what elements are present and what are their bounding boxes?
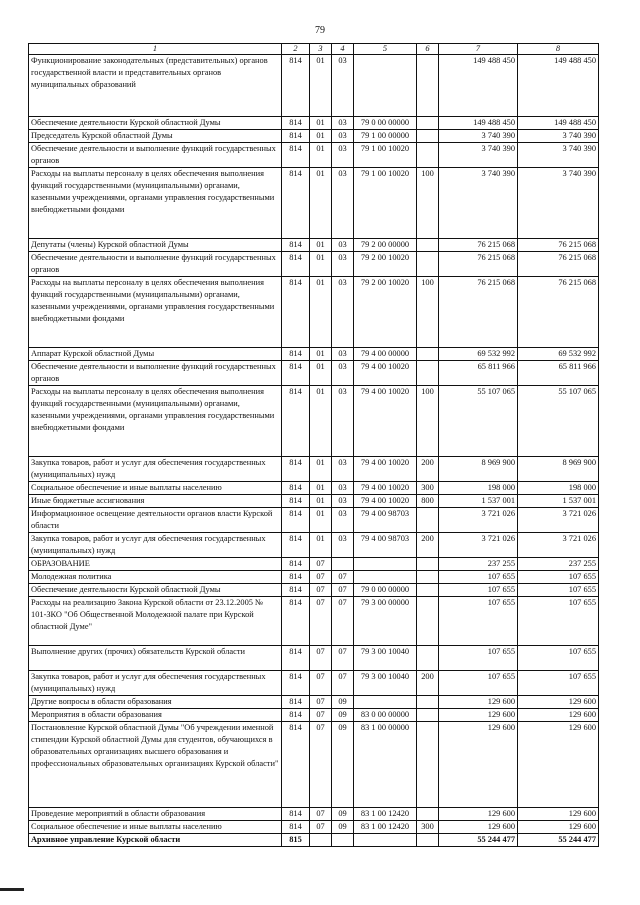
amount-1-cell: 129 600 <box>439 722 518 808</box>
row-name-cell: Функционирование законодательных (представительных) органов государственной власти и представительных органов муниципальных образований <box>29 55 282 117</box>
expense-type-cell: 300 <box>417 482 439 495</box>
ministry-code-cell: 814 <box>282 821 310 834</box>
ministry-code-cell: 814 <box>282 361 310 386</box>
header-cell: 2 <box>282 44 310 55</box>
section-code-cell: 07 <box>310 671 332 696</box>
section-code-cell: 01 <box>310 239 332 252</box>
target-article-cell: 79 2 00 00000 <box>354 239 417 252</box>
table-row <box>29 482 599 495</box>
subsection-code-cell <box>332 834 354 847</box>
amount-2-cell: 3 740 390 <box>518 168 599 239</box>
target-article-cell: 79 4 00 10020 <box>354 386 417 457</box>
amount-2-cell: 107 655 <box>518 571 599 584</box>
section-code-cell: 01 <box>310 533 332 558</box>
row-name-cell: Постановление Курской областной Думы "Об учреждении именной стипендии Курской областной Думы для студентов, обучающихся в образовательных организациях высшего образования и профессиональных образовательных организациях Курской области" <box>29 722 282 808</box>
row-name-cell: Обеспечение деятельности и выполнение функций государственных органов <box>29 143 282 168</box>
ministry-code-cell: 814 <box>282 130 310 143</box>
row-name-cell: Депутаты (члены) Курской областной Думы <box>29 239 282 252</box>
subsection-code-cell: 03 <box>332 457 354 482</box>
subsection-code-cell: 03 <box>332 361 354 386</box>
subsection-code-cell: 03 <box>332 55 354 117</box>
target-article-cell: 79 1 00 00000 <box>354 130 417 143</box>
expense-type-cell <box>417 808 439 821</box>
row-name-cell: Социальное обеспечение и иные выплаты населению <box>29 482 282 495</box>
ministry-code-cell: 814 <box>282 239 310 252</box>
table-row <box>29 55 599 117</box>
amount-2-cell: 107 655 <box>518 597 599 646</box>
ministry-code-cell: 814 <box>282 584 310 597</box>
table-row <box>29 495 599 508</box>
table-row <box>29 671 599 696</box>
expense-type-cell <box>417 597 439 646</box>
amount-2-cell: 76 215 068 <box>518 277 599 348</box>
expense-type-cell <box>417 239 439 252</box>
target-article-cell: 79 0 00 00000 <box>354 117 417 130</box>
section-code-cell: 07 <box>310 571 332 584</box>
target-article-cell: 83 1 00 00000 <box>354 722 417 808</box>
expense-type-cell: 100 <box>417 277 439 348</box>
section-code-cell: 01 <box>310 168 332 239</box>
subsection-code-cell: 07 <box>332 646 354 671</box>
target-article-cell <box>354 571 417 584</box>
row-name-cell: Обеспечение деятельности Курской областной Думы <box>29 117 282 130</box>
expense-type-cell: 200 <box>417 457 439 482</box>
budget-table <box>28 43 599 847</box>
table-row <box>29 722 599 808</box>
amount-1-cell: 107 655 <box>439 597 518 646</box>
subsection-code-cell: 03 <box>332 482 354 495</box>
section-code-cell: 07 <box>310 597 332 646</box>
amount-1-cell: 129 600 <box>439 821 518 834</box>
section-code-cell: 07 <box>310 558 332 571</box>
subsection-code-cell: 09 <box>332 722 354 808</box>
table-row <box>29 584 599 597</box>
table-row <box>29 696 599 709</box>
expense-type-cell <box>417 834 439 847</box>
subsection-code-cell: 09 <box>332 821 354 834</box>
table-row <box>29 252 599 277</box>
target-article-cell: 79 4 00 10020 <box>354 495 417 508</box>
table-row <box>29 239 599 252</box>
expense-type-cell <box>417 508 439 533</box>
amount-2-cell: 69 532 992 <box>518 348 599 361</box>
row-name-cell: Обеспечение деятельности и выполнение функций государственных органов <box>29 252 282 277</box>
amount-1-cell: 55 107 065 <box>439 386 518 457</box>
header-cell: 4 <box>332 44 354 55</box>
expense-type-cell <box>417 55 439 117</box>
header-cell: 6 <box>417 44 439 55</box>
table-row <box>29 130 599 143</box>
ministry-code-cell: 814 <box>282 722 310 808</box>
expense-type-cell <box>417 558 439 571</box>
amount-2-cell: 129 600 <box>518 821 599 834</box>
row-name-cell: Молодежная политика <box>29 571 282 584</box>
section-code-cell: 07 <box>310 646 332 671</box>
table-row <box>29 808 599 821</box>
ministry-code-cell: 814 <box>282 558 310 571</box>
expense-type-cell <box>417 143 439 168</box>
subsection-code-cell: 03 <box>332 386 354 457</box>
amount-2-cell: 149 488 450 <box>518 117 599 130</box>
subsection-code-cell: 09 <box>332 696 354 709</box>
ministry-code-cell: 814 <box>282 386 310 457</box>
amount-1-cell: 55 244 477 <box>439 834 518 847</box>
subsection-code-cell: 09 <box>332 808 354 821</box>
expense-type-cell <box>417 696 439 709</box>
table-row <box>29 571 599 584</box>
subsection-code-cell: 03 <box>332 277 354 348</box>
amount-1-cell: 107 655 <box>439 571 518 584</box>
page-number: 79 <box>315 25 325 36</box>
amount-1-cell: 3 721 026 <box>439 508 518 533</box>
ministry-code-cell: 814 <box>282 55 310 117</box>
row-name-cell: Обеспечение деятельности и выполнение функций государственных органов <box>29 361 282 386</box>
amount-1-cell: 76 215 068 <box>439 239 518 252</box>
amount-2-cell: 3 740 390 <box>518 143 599 168</box>
row-name-cell: Закупка товаров, работ и услуг для обеспечения государственных (муниципальных) нужд <box>29 457 282 482</box>
table-row <box>29 386 599 457</box>
expense-type-cell <box>417 252 439 277</box>
amount-1-cell: 129 600 <box>439 696 518 709</box>
ministry-code-cell: 814 <box>282 143 310 168</box>
ministry-code-cell: 814 <box>282 348 310 361</box>
ministry-code-cell: 814 <box>282 671 310 696</box>
row-name-cell: Расходы на реализацию Закона Курской области от 23.12.2005 № 101-ЗКО "Об Общественной Молодежной палате при Курской областной Думе" <box>29 597 282 646</box>
expense-type-cell <box>417 584 439 597</box>
amount-1-cell: 76 215 068 <box>439 252 518 277</box>
table-row <box>29 821 599 834</box>
expense-type-cell <box>417 130 439 143</box>
amount-2-cell: 3 721 026 <box>518 533 599 558</box>
amount-2-cell: 129 600 <box>518 808 599 821</box>
ministry-code-cell: 814 <box>282 252 310 277</box>
section-code-cell: 01 <box>310 495 332 508</box>
amount-1-cell: 76 215 068 <box>439 277 518 348</box>
amount-1-cell: 1 537 001 <box>439 495 518 508</box>
target-article-cell: 79 4 00 98703 <box>354 533 417 558</box>
amount-1-cell: 149 488 450 <box>439 117 518 130</box>
amount-2-cell: 149 488 450 <box>518 55 599 117</box>
section-code-cell: 07 <box>310 808 332 821</box>
amount-2-cell: 76 215 068 <box>518 239 599 252</box>
header-row <box>29 44 599 55</box>
ministry-code-cell: 814 <box>282 646 310 671</box>
amount-1-cell: 69 532 992 <box>439 348 518 361</box>
subsection-code-cell: 03 <box>332 533 354 558</box>
row-name-cell: Расходы на выплаты персоналу в целях обеспечения выполнения функций государственными (муниципальными) органами, казенными учреждениями, органами управления государственными внебюджетными фондами <box>29 277 282 348</box>
table-row <box>29 143 599 168</box>
row-name-cell: Закупка товаров, работ и услуг для обеспечения государственных (муниципальных) нужд <box>29 533 282 558</box>
expense-type-cell <box>417 348 439 361</box>
section-code-cell: 01 <box>310 348 332 361</box>
section-code-cell <box>310 834 332 847</box>
amount-2-cell: 237 255 <box>518 558 599 571</box>
amount-2-cell: 129 600 <box>518 709 599 722</box>
amount-1-cell: 198 000 <box>439 482 518 495</box>
target-article-cell: 79 4 00 10020 <box>354 361 417 386</box>
section-code-cell: 01 <box>310 130 332 143</box>
amount-1-cell: 65 811 966 <box>439 361 518 386</box>
ministry-code-cell: 815 <box>282 834 310 847</box>
amount-1-cell: 3 721 026 <box>439 533 518 558</box>
subsection-code-cell: 03 <box>332 239 354 252</box>
amount-1-cell: 149 488 450 <box>439 55 518 117</box>
amount-2-cell: 129 600 <box>518 722 599 808</box>
table-row <box>29 457 599 482</box>
amount-2-cell: 8 969 900 <box>518 457 599 482</box>
target-article-cell: 79 3 00 10040 <box>354 646 417 671</box>
target-article-cell <box>354 834 417 847</box>
ministry-code-cell: 814 <box>282 696 310 709</box>
expense-type-cell <box>417 117 439 130</box>
ministry-code-cell: 814 <box>282 457 310 482</box>
header-cell: 7 <box>439 44 518 55</box>
header-cell: 8 <box>518 44 599 55</box>
ministry-code-cell: 814 <box>282 508 310 533</box>
amount-2-cell: 55 244 477 <box>518 834 599 847</box>
section-code-cell: 01 <box>310 508 332 533</box>
ministry-code-cell: 814 <box>282 533 310 558</box>
target-article-cell: 79 4 00 98703 <box>354 508 417 533</box>
subsection-code-cell: 09 <box>332 709 354 722</box>
amount-2-cell: 107 655 <box>518 646 599 671</box>
table-row <box>29 508 599 533</box>
row-name-cell: Обеспечение деятельности Курской областной Думы <box>29 584 282 597</box>
amount-1-cell: 3 740 390 <box>439 130 518 143</box>
expense-type-cell <box>417 646 439 671</box>
table-row <box>29 168 599 239</box>
table-row <box>29 361 599 386</box>
section-code-cell: 01 <box>310 252 332 277</box>
row-name-cell: Закупка товаров, работ и услуг для обеспечения государственных (муниципальных) нужд <box>29 671 282 696</box>
header-cell: 5 <box>354 44 417 55</box>
target-article-cell: 79 1 00 10020 <box>354 168 417 239</box>
amount-1-cell: 129 600 <box>439 709 518 722</box>
table-row <box>29 533 599 558</box>
amount-1-cell: 3 740 390 <box>439 168 518 239</box>
section-code-cell: 01 <box>310 143 332 168</box>
section-code-cell: 01 <box>310 457 332 482</box>
expense-type-cell <box>417 722 439 808</box>
target-article-cell: 83 0 00 00000 <box>354 709 417 722</box>
section-code-cell: 07 <box>310 584 332 597</box>
expense-type-cell: 100 <box>417 168 439 239</box>
target-article-cell: 79 0 00 00000 <box>354 584 417 597</box>
table-row <box>29 348 599 361</box>
ministry-code-cell: 814 <box>282 482 310 495</box>
subsection-code-cell: 03 <box>332 117 354 130</box>
target-article-cell: 79 4 00 10020 <box>354 482 417 495</box>
amount-2-cell: 3 721 026 <box>518 508 599 533</box>
target-article-cell: 79 1 00 10020 <box>354 143 417 168</box>
section-code-cell: 01 <box>310 117 332 130</box>
target-article-cell: 79 3 00 00000 <box>354 597 417 646</box>
subsection-code-cell: 03 <box>332 143 354 168</box>
amount-2-cell: 1 537 001 <box>518 495 599 508</box>
amount-1-cell: 107 655 <box>439 646 518 671</box>
target-article-cell: 79 4 00 00000 <box>354 348 417 361</box>
ministry-code-cell: 814 <box>282 709 310 722</box>
row-name-cell: Мероприятия в области образования <box>29 709 282 722</box>
target-article-cell: 79 2 00 10020 <box>354 277 417 348</box>
ministry-code-cell: 814 <box>282 495 310 508</box>
table-row <box>29 646 599 671</box>
subsection-code-cell: 03 <box>332 130 354 143</box>
ministry-code-cell: 814 <box>282 277 310 348</box>
row-name-cell: Проведение мероприятий в области образования <box>29 808 282 821</box>
subsection-code-cell: 03 <box>332 348 354 361</box>
subsection-code-cell: 03 <box>332 495 354 508</box>
subsection-code-cell <box>332 558 354 571</box>
ministry-code-cell: 814 <box>282 117 310 130</box>
expense-type-cell: 200 <box>417 533 439 558</box>
amount-2-cell: 55 107 065 <box>518 386 599 457</box>
row-name-cell: Иные бюджетные ассигнования <box>29 495 282 508</box>
subsection-code-cell: 07 <box>332 671 354 696</box>
section-code-cell: 01 <box>310 55 332 117</box>
target-article-cell: 83 1 00 12420 <box>354 821 417 834</box>
expense-type-cell <box>417 571 439 584</box>
subsection-code-cell: 07 <box>332 584 354 597</box>
amount-1-cell: 8 969 900 <box>439 457 518 482</box>
row-name-cell: Расходы на выплаты персоналу в целях обеспечения выполнения функций государственными (муниципальными) органами, казенными учреждениями, органами управления государственными внебюджетными фондами <box>29 386 282 457</box>
edge-mark <box>0 888 24 891</box>
row-name-cell: Выполнение других (прочих) обязательств Курской области <box>29 646 282 671</box>
table-row <box>29 709 599 722</box>
amount-2-cell: 3 740 390 <box>518 130 599 143</box>
subsection-code-cell: 03 <box>332 168 354 239</box>
amount-1-cell: 129 600 <box>439 808 518 821</box>
row-name-cell: Председатель Курской областной Думы <box>29 130 282 143</box>
target-article-cell: 79 2 00 10020 <box>354 252 417 277</box>
expense-type-cell: 800 <box>417 495 439 508</box>
expense-type-cell <box>417 361 439 386</box>
section-code-cell: 01 <box>310 386 332 457</box>
target-article-cell: 83 1 00 12420 <box>354 808 417 821</box>
section-code-cell: 01 <box>310 482 332 495</box>
section-code-cell: 01 <box>310 361 332 386</box>
row-name-cell: Социальное обеспечение и иные выплаты населению <box>29 821 282 834</box>
table-row <box>29 834 599 847</box>
header-cell: 3 <box>310 44 332 55</box>
table-row <box>29 277 599 348</box>
target-article-cell <box>354 55 417 117</box>
expense-type-cell <box>417 709 439 722</box>
expense-type-cell: 200 <box>417 671 439 696</box>
header-cell: 1 <box>29 44 282 55</box>
section-code-cell: 07 <box>310 709 332 722</box>
table-row <box>29 558 599 571</box>
target-article-cell: 79 3 00 10040 <box>354 671 417 696</box>
table-row <box>29 117 599 130</box>
amount-1-cell: 237 255 <box>439 558 518 571</box>
target-article-cell: 79 4 00 10020 <box>354 457 417 482</box>
amount-1-cell: 107 655 <box>439 671 518 696</box>
subsection-code-cell: 07 <box>332 571 354 584</box>
subsection-code-cell: 07 <box>332 597 354 646</box>
row-name-cell: Архивное управление Курской области <box>29 834 282 847</box>
amount-2-cell: 198 000 <box>518 482 599 495</box>
section-code-cell: 01 <box>310 277 332 348</box>
amount-1-cell: 107 655 <box>439 584 518 597</box>
expense-type-cell: 300 <box>417 821 439 834</box>
row-name-cell: ОБРАЗОВАНИЕ <box>29 558 282 571</box>
section-code-cell: 07 <box>310 722 332 808</box>
subsection-code-cell: 03 <box>332 252 354 277</box>
expense-type-cell: 100 <box>417 386 439 457</box>
amount-2-cell: 76 215 068 <box>518 252 599 277</box>
table-row <box>29 597 599 646</box>
ministry-code-cell: 814 <box>282 597 310 646</box>
ministry-code-cell: 814 <box>282 571 310 584</box>
row-name-cell: Аппарат Курской областной Думы <box>29 348 282 361</box>
amount-1-cell: 3 740 390 <box>439 143 518 168</box>
target-article-cell <box>354 558 417 571</box>
section-code-cell: 07 <box>310 821 332 834</box>
row-name-cell: Другие вопросы в области образования <box>29 696 282 709</box>
amount-2-cell: 129 600 <box>518 696 599 709</box>
section-code-cell: 07 <box>310 696 332 709</box>
row-name-cell: Расходы на выплаты персоналу в целях обеспечения выполнения функций государственными (муниципальными) органами, казенными учреждениями, органами управления государственными внебюджетными фондами <box>29 168 282 239</box>
amount-2-cell: 107 655 <box>518 584 599 597</box>
subsection-code-cell: 03 <box>332 508 354 533</box>
ministry-code-cell: 814 <box>282 808 310 821</box>
target-article-cell <box>354 696 417 709</box>
ministry-code-cell: 814 <box>282 168 310 239</box>
amount-2-cell: 65 811 966 <box>518 361 599 386</box>
row-name-cell: Информационное освещение деятельности органов власти Курской области <box>29 508 282 533</box>
amount-2-cell: 107 655 <box>518 671 599 696</box>
